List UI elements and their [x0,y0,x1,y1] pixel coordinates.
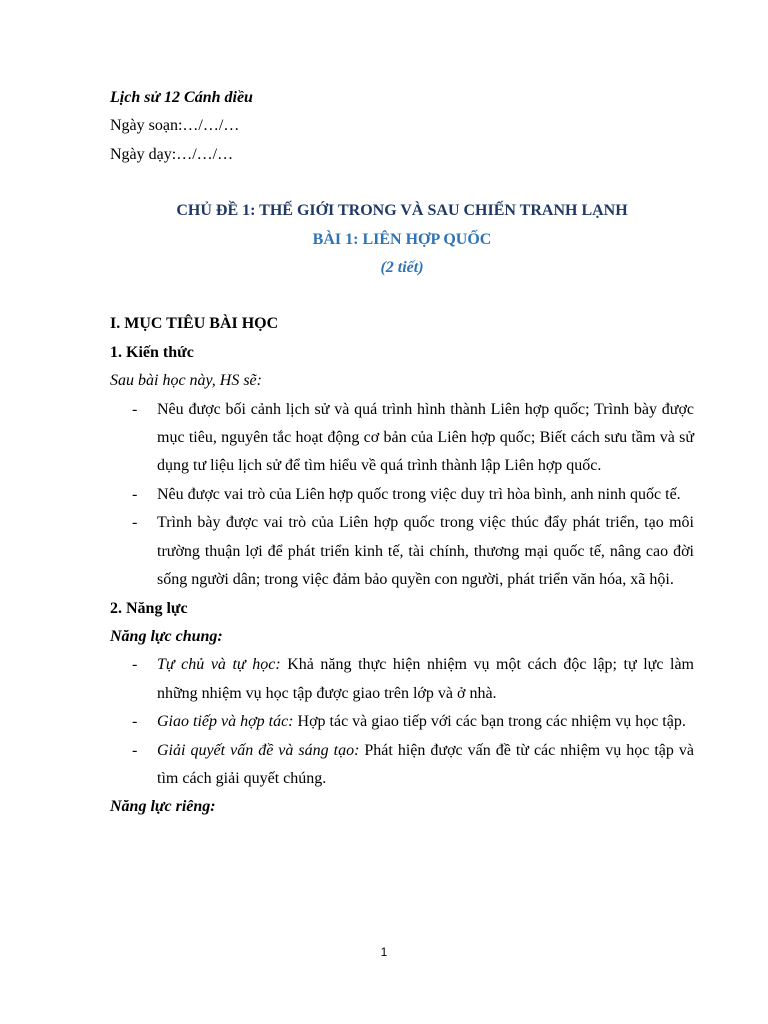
specific-competence-heading: Năng lực riêng: [110,798,216,816]
competence-term: Tự chủ và tự học: [157,656,281,674]
bullet-dash: - [132,400,138,418]
spacer [110,169,694,197]
knowledge-intro: Sau bài học này, HS sẽ: [110,372,262,390]
bullet-dash: - [132,485,138,503]
general-competence-list [110,651,694,793]
lesson-periods: (2 tiết) [380,259,424,277]
prep-date: Ngày soạn:…/…/… [110,117,240,135]
list-item [110,509,694,594]
spacer [110,282,694,310]
general-competence-heading: Năng lực chung: [110,627,223,645]
knowledge-list [110,396,694,595]
list-item [110,708,694,736]
list-item [110,396,694,481]
topic-title: CHỦ ĐỀ 1: THẾ GIỚI TRONG VÀ SAU CHIẾN TRANH LẠNH [176,202,628,220]
list-item-text: Nêu được vai trò của Liên hợp quốc trong việc duy trì hòa bình, anh ninh quốc tế. [157,485,681,503]
list-item [110,737,694,794]
page-content [110,84,694,822]
competence-term: Giải quyết vấn đề và sáng tạo: [157,741,360,759]
list-item-text: Nêu được bối cảnh lịch sử và quá trình hình thành Liên hợp quốc; Trình bày được mục tiêu, nguyên tắc hoạt động cơ bản của Liên hợp quốc; Biết cách sưu tầm và sử dụng tư liệu lịch sử để tìm hiểu về quá trình thành lập Liên hợp quốc. [157,400,694,475]
bullet-dash: - [132,713,138,731]
teach-date: Ngày dạy:…/…/… [110,145,234,163]
list-item [110,651,694,708]
bullet-dash: - [132,514,138,532]
bullet-dash: - [132,656,138,674]
document-header-title: Lịch sử 12 Cánh diều [110,89,253,106]
page-number: 1 [380,945,388,959]
list-item-text: Trình bày được vai trò của Liên hợp quốc trong việc thúc đẩy phát triển, tạo môi trường thuận lợi để phát triển kinh tế, tài chính, thương mại quốc tế, nâng cao đời sống người dân; trong việc đảm bảo quyền con người, phát triển văn hóa, xã hội. [157,514,694,589]
subheading-competence: 2. Năng lực [110,599,188,617]
competence-text: Hợp tác và giao tiếp với các bạn trong các nhiệm vụ học tập. [293,713,686,731]
list-item [110,481,694,509]
competence-text: Khả năng thực hiện nhiệm vụ một cách độc lập; tự lực làm những nhiệm vụ học tập được giao trên lớp và ở nhà. [157,656,694,702]
subheading-knowledge: 1. Kiến thức [110,343,194,361]
competence-text: Phát hiện được vấn đề từ các nhiệm vụ học tập và tìm cách giải quyết chúng. [157,741,694,787]
lesson-title: BÀI 1: LIÊN HỢP QUỐC [312,230,492,248]
section-heading-objectives: I. MỤC TIÊU BÀI HỌC [110,315,279,333]
bullet-dash: - [132,741,138,759]
competence-term: Giao tiếp và hợp tác: [157,713,294,731]
